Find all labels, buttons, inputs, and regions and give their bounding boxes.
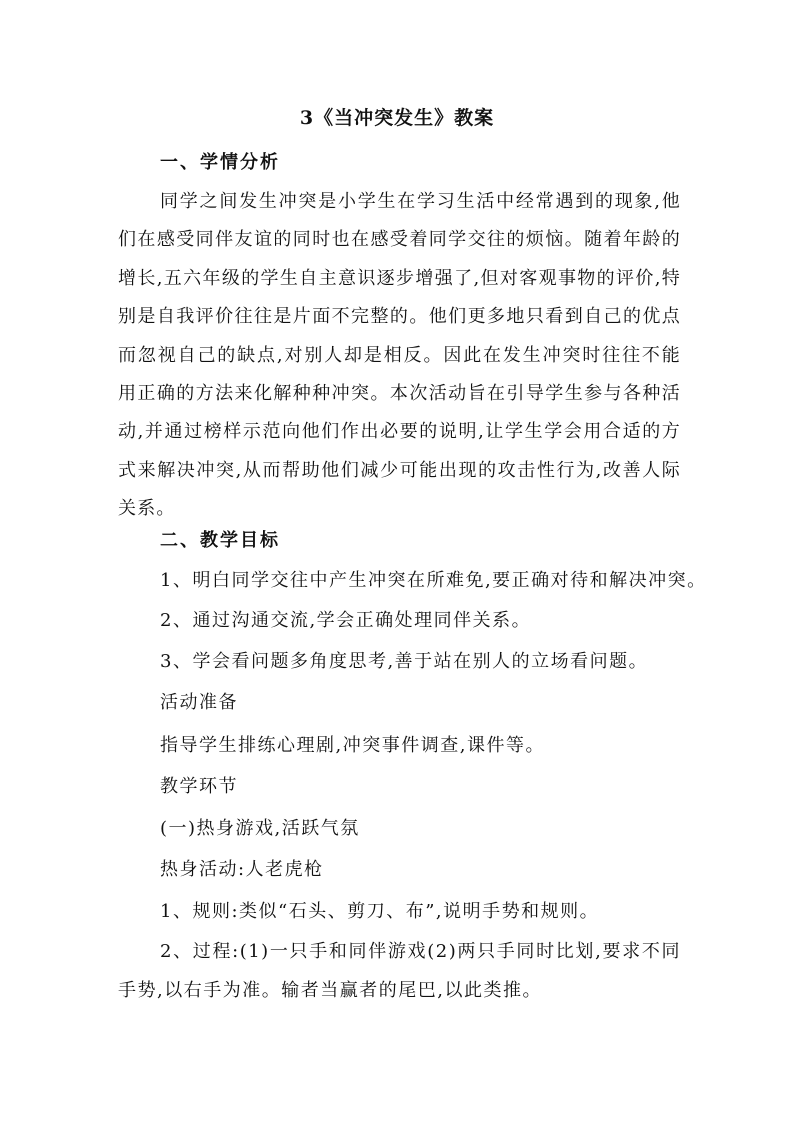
analysis-paragraph bbox=[118, 183, 681, 529]
activity-rule: 1、规则:类似“石头、剪刀、布”,说明手势和规则。 bbox=[160, 901, 600, 922]
section-heading-analysis: 一、学情分析 bbox=[160, 152, 280, 173]
warmup-activity: 热身活动:人老虎枪 bbox=[160, 859, 324, 880]
goal-item-2: 2、通过沟通交流,学会正确处理同伴关系。 bbox=[160, 610, 532, 631]
analysis-text: 同学之间发生冲突是小学生在学习生活中经常遇到的现象,他们在感受同伴友谊的同时也在感受着同学交往的烦恼。随着年龄的增长,五六年级的学生自主意识逐步增强了,但对客观事物的评价,特别是自我评价往往是片面不完整的。他们更多地只看到自己的优点而忽视自己的缺点,对别人却是相反。因此在发生冲突时往往不能用正确的方法来化解种种冲突。本次活动旨在引导学生参与各种活动,并通过榜样示范向他们作出必要的说明,让学生学会用合适的方式来解决冲突,从而帮助他们减少可能出现的攻击性行为,改善人际关系。 bbox=[118, 191, 681, 520]
process-heading: 教学环节 bbox=[160, 776, 238, 797]
process-step-1: (一)热身游戏,活跃气氛 bbox=[160, 818, 360, 839]
document-title: 3《当冲突发生》教案 bbox=[299, 107, 495, 129]
activity-procedure: 2、过程:(1)一只手和同伴游戏(2)两只手同时比划,要求不同手势,以右手为准。输者当赢者的尾巴,以此类推。 bbox=[118, 941, 681, 1001]
goal-item-3: 3、学会看问题多角度思考,善于站在别人的立场看问题。 bbox=[160, 651, 649, 672]
goal-item-1: 1、明白同学交往中产生冲突在所难免,要正确对待和解决冲突。 bbox=[160, 570, 707, 591]
prep-heading: 活动准备 bbox=[160, 692, 238, 713]
prep-text: 指导学生排练心理剧,冲突事件调查,课件等。 bbox=[160, 735, 545, 756]
section-heading-goals: 二、教学目标 bbox=[160, 530, 280, 551]
